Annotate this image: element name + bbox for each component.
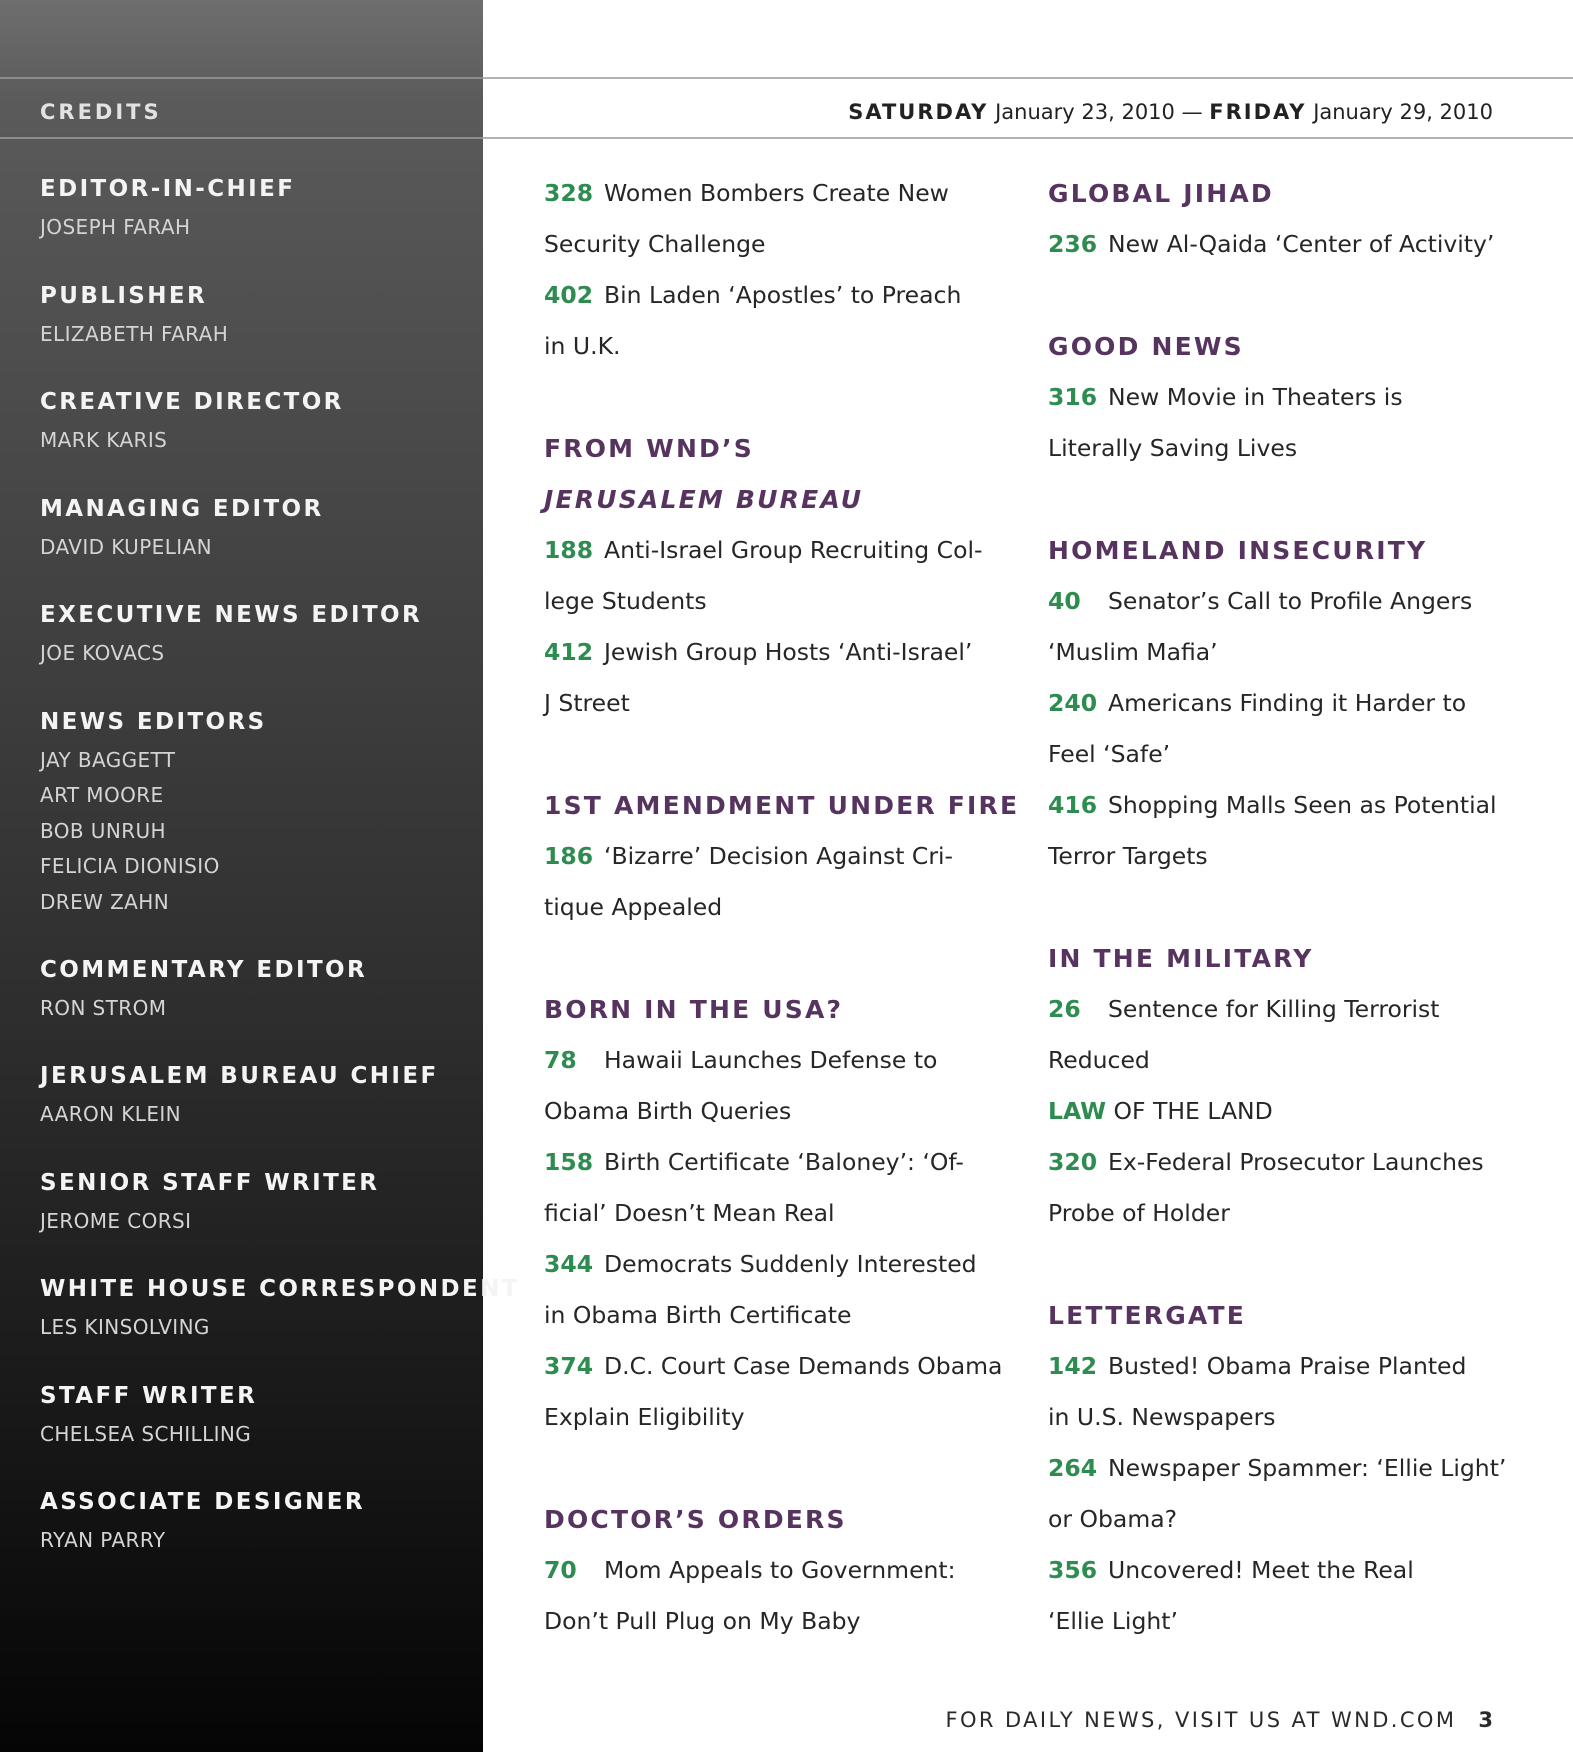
page-number: 26 <box>1048 995 1081 1023</box>
page-number: 186 <box>544 842 594 870</box>
story-title-line: ‘Bizarre’ Decision Against Cri- <box>604 842 953 870</box>
story-title-line: in U.S. Newspapers <box>1048 1403 1276 1431</box>
footer-text[interactable]: FOR DAILY NEWS, VISIT US AT WND.COM <box>945 1708 1457 1732</box>
story-entry[interactable] <box>1048 219 1518 270</box>
credit-name: CHELSEA SCHILLING <box>40 1421 252 1446</box>
page-number: 40 <box>1048 587 1081 615</box>
story-title-line: Bin Laden ‘Apostles’ to Preach <box>604 281 962 309</box>
page-number: 320 <box>1048 1148 1098 1176</box>
section-title: DOCTOR’S ORDERS <box>544 1505 847 1534</box>
story-title-line: tique Appealed <box>544 893 723 921</box>
story-title-line: Jewish Group Hosts ‘Anti-Israel’ <box>604 638 973 666</box>
credit-role: ASSOCIATE DESIGNER <box>40 1489 365 1515</box>
story-title-line: lege Students <box>544 587 707 615</box>
credit-name: ART MOORE <box>40 783 164 807</box>
page-number: 158 <box>544 1148 594 1176</box>
story-title-line: Democrats Suddenly Interested <box>604 1250 977 1278</box>
credit-editor-in-chief <box>40 172 470 279</box>
story-title-line: ‘Ellie Light’ <box>1048 1607 1178 1635</box>
credit-name: LES KINSOLVING <box>40 1315 210 1339</box>
credit-managing-editor <box>40 492 470 599</box>
credit-white-house-correspondent <box>40 1272 520 1379</box>
story-entry[interactable] <box>544 168 1004 270</box>
story-title-line: Literally Saving Lives <box>1048 434 1298 462</box>
story-title-line: in Obama Birth Certificate <box>544 1301 852 1329</box>
credit-name: AARON KLEIN <box>40 1102 182 1126</box>
story-entry[interactable] <box>1048 1137 1518 1239</box>
footer <box>945 1706 1493 1734</box>
story-entry[interactable] <box>544 1239 1004 1341</box>
credit-role: JERUSALEM BUREAU CHIEF <box>40 1063 439 1089</box>
story-entry[interactable] <box>1048 780 1518 882</box>
credit-role: COMMENTARY EDITOR <box>40 956 368 983</box>
left-column <box>544 168 1020 1647</box>
story-title-line: Obama Birth Queries <box>544 1097 792 1125</box>
story-title-line: Women Bombers Create New <box>604 179 949 207</box>
credit-creative-director <box>40 385 470 492</box>
credit-role: NEWS EDITORS <box>40 708 267 735</box>
story-entry[interactable] <box>544 270 1004 372</box>
credit-staff-writer <box>40 1379 470 1486</box>
credit-name: RYAN PARRY <box>40 1528 166 1552</box>
credit-role: STAFF WRITER <box>40 1382 258 1409</box>
credit-associate-designer <box>40 1485 470 1592</box>
story-title-line: Uncovered! Meet the Real <box>1108 1556 1414 1584</box>
page-number: 236 <box>1048 230 1098 258</box>
story-title-line: Anti-Israel Group Recruiting Col- <box>604 536 983 564</box>
page-number: 70 <box>544 1556 577 1584</box>
story-title-line: Probe of Holder <box>1048 1199 1230 1227</box>
law-of-the-land-title <box>1048 1086 1518 1137</box>
story-entry[interactable] <box>1048 1341 1518 1443</box>
start-day: SATURDAY <box>848 100 989 124</box>
credit-jerusalem-bureau-chief <box>40 1059 470 1166</box>
story-entry[interactable] <box>544 1545 1004 1647</box>
page-number: 374 <box>544 1352 594 1380</box>
story-title-line: ‘Muslim Mafia’ <box>1048 638 1218 666</box>
story-title-line: New Movie in Theaters is <box>1108 383 1403 411</box>
story-entry[interactable] <box>1048 576 1518 678</box>
story-title-line: or Obama? <box>1048 1505 1178 1533</box>
story-title-line: J Street <box>544 689 630 717</box>
start-date: January 23, 2010 <box>995 100 1175 124</box>
sidebar-title-rule <box>0 137 483 139</box>
story-title-line: Sentence for Killing Terrorist <box>1108 995 1440 1023</box>
page-number: 416 <box>1048 791 1098 819</box>
story-title-line: Terror Targets <box>1048 842 1208 870</box>
story-entry[interactable] <box>544 1341 1004 1443</box>
credit-name: JAY BAGGETT <box>40 747 176 772</box>
page-number: 78 <box>544 1046 577 1074</box>
story-entry[interactable] <box>1048 1545 1518 1647</box>
credit-senior-staff-writer <box>40 1166 470 1273</box>
credit-name: MARK KARIS <box>40 428 168 452</box>
section-title: HOMELAND INSECURITY <box>1048 536 1428 565</box>
story-entry[interactable] <box>1048 372 1518 474</box>
credit-role: EDITOR-IN-CHIEF <box>40 176 296 202</box>
story-title-line: Busted! Obama Praise Planted <box>1108 1352 1467 1380</box>
law-highlight: LAW <box>1048 1097 1107 1125</box>
section-title: FROM WND’S <box>544 434 754 463</box>
section-title: LETTERGATE <box>1048 1301 1247 1330</box>
credits-title: CREDITS <box>40 100 162 124</box>
credit-role: WHITE HOUSE CORRESPONDENT <box>40 1276 520 1302</box>
story-title-line: Security Challenge <box>544 230 766 258</box>
credit-name: BOB UNRUH <box>40 818 166 843</box>
story-entry[interactable] <box>544 627 1004 729</box>
header-top-rule <box>483 77 1573 79</box>
section-title: GLOBAL JIHAD <box>1048 179 1274 208</box>
page-number: 240 <box>1048 689 1098 717</box>
credit-name: DREW ZAHN <box>40 889 170 914</box>
credit-role: SENIOR STAFF WRITER <box>40 1169 380 1196</box>
story-title-line: Explain Eligibility <box>544 1403 745 1431</box>
story-title-line: Mom Appeals to Government: <box>604 1556 956 1584</box>
section-title: JERUSALEM BUREAU <box>544 485 864 514</box>
story-entry[interactable] <box>1048 984 1518 1086</box>
story-entry[interactable] <box>1048 678 1518 780</box>
section-title: IN THE MILITARY <box>1048 944 1314 973</box>
story-entry[interactable] <box>544 831 1004 933</box>
page-number: 356 <box>1048 1556 1098 1584</box>
page-number-footer: 3 <box>1478 1708 1493 1732</box>
page-number: 264 <box>1048 1454 1098 1482</box>
story-entry[interactable] <box>1048 1443 1518 1545</box>
page-number: 412 <box>544 638 594 666</box>
page-number: 188 <box>544 536 594 564</box>
credit-name: JOE KOVACS <box>40 641 165 665</box>
section-title: BORN IN THE USA? <box>544 995 844 1024</box>
credit-name: ELIZABETH FARAH <box>40 321 229 346</box>
credit-role: EXECUTIVE NEWS EDITOR <box>40 602 423 628</box>
story-title-line: New Al-Qaida ‘Center of Activity’ <box>1108 230 1495 258</box>
credit-name: JOSEPH FARAH <box>40 215 191 239</box>
credit-name: FELICIA DIONISIO <box>40 854 220 878</box>
story-title-line: Don’t Pull Plug on My Baby <box>544 1607 861 1635</box>
end-day: FRIDAY <box>1209 100 1307 124</box>
section-title: 1ST AMENDMENT UNDER FIRE <box>544 791 1020 820</box>
credit-name: RON STROM <box>40 995 167 1020</box>
date-range <box>848 98 1493 126</box>
header-bottom-rule <box>483 137 1573 139</box>
story-title-line: Newspaper Spammer: ‘Ellie Light’ <box>1108 1454 1507 1482</box>
credit-commentary-editor <box>40 953 470 1060</box>
story-title-line: Hawaii Launches Defense to <box>604 1046 938 1074</box>
story-title-line: Birth Certificate ‘Baloney’: ‘Of- <box>604 1148 964 1176</box>
credit-executive-news-editor <box>40 598 470 705</box>
section-title: GOOD NEWS <box>1048 332 1244 361</box>
credit-news-editors <box>40 705 470 953</box>
story-title-line: Senator’s Call to Profile Angers <box>1108 587 1473 615</box>
story-entry[interactable] <box>544 1035 1004 1137</box>
credits-list <box>40 172 520 1592</box>
page-number: 344 <box>544 1250 594 1278</box>
story-title-line: Feel ‘Safe’ <box>1048 740 1171 768</box>
page-number: 316 <box>1048 383 1098 411</box>
credit-name: JEROME CORSI <box>40 1208 192 1233</box>
credit-role: PUBLISHER <box>40 282 208 309</box>
credits-sidebar <box>0 0 520 1752</box>
credit-name: DAVID KUPELIAN <box>40 534 212 559</box>
law-title-rest: OF THE LAND <box>1106 1097 1273 1125</box>
story-title-line: in U.K. <box>544 332 621 360</box>
credit-role: CREATIVE DIRECTOR <box>40 389 344 415</box>
page-number: 142 <box>1048 1352 1098 1380</box>
page-number: 402 <box>544 281 594 309</box>
sidebar-top-rule <box>0 77 483 79</box>
story-title-line: ficial’ Doesn’t Mean Real <box>544 1199 835 1227</box>
date-separator: — <box>1181 100 1203 124</box>
story-title-line: Shopping Malls Seen as Potential <box>1108 791 1497 819</box>
story-title-line: Americans Finding it Harder to <box>1108 689 1467 717</box>
credit-role: MANAGING EDITOR <box>40 495 324 522</box>
page-number: 328 <box>544 179 594 207</box>
story-title-line: D.C. Court Case Demands Obama <box>604 1352 1003 1380</box>
story-entry[interactable] <box>544 1137 1004 1239</box>
story-title-line: Reduced <box>1048 1046 1150 1074</box>
story-entry[interactable] <box>544 525 1004 627</box>
right-column <box>1048 168 1518 1647</box>
end-date: January 29, 2010 <box>1313 100 1493 124</box>
story-title-line: Ex-Federal Prosecutor Launches <box>1108 1148 1484 1176</box>
credit-publisher <box>40 279 470 386</box>
